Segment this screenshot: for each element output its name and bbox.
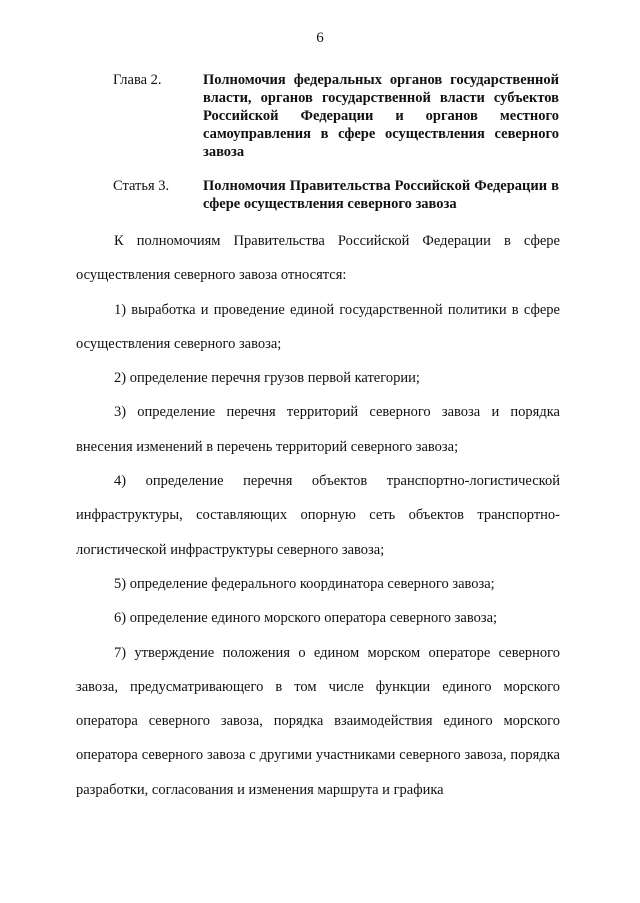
chapter-heading: [113, 71, 561, 161]
list-item-4: 4) определение перечня объектов транспортно-логистической инфраструктуры, составляющих опорную сеть объектов транспортно-логистической инфраструктуры северного завоза;: [76, 473, 560, 558]
article-title: Полномочия Правительства Российской Федерации в сфере осуществления северного завоза: [203, 178, 559, 212]
list-item-6: 6) определение единого морского оператора северного завоза;: [114, 610, 498, 627]
list-item-7: 7) утверждение положения о едином морском операторе северного завоза, предусматривающего в том числе функции единого морского оператора северного завоза, порядка взаимодействия единого морского оператора северного завоза с другими участниками северного завоза, порядка разработки, согласования и изменения маршрута и графика: [76, 644, 560, 798]
intro-paragraph: К полномочиям Правительства Российской Федерации в сфере осуществления северного завоза относятся:: [76, 233, 560, 284]
list-item-2: 2) определение перечня грузов первой категории;: [114, 370, 420, 387]
page-number: 6: [316, 30, 324, 46]
article-body: [76, 224, 560, 807]
list-item-3: 3) определение перечня территорий северного завоза и порядка внесения изменений в перечень территорий северного завоза;: [76, 404, 560, 455]
article-label: Статья 3.: [113, 178, 170, 194]
chapter-title: Полномочия федеральных органов государственной власти, органов государственной власти субъектов Российской Федерации и органов местного самоуправления в сфере осуществления северного завоза: [203, 72, 559, 160]
article-heading: [113, 177, 561, 213]
list-item-5: 5) определение федерального координатора северного завоза;: [114, 575, 495, 592]
list-item-1: 1) выработка и проведение единой государственной политики в сфере осуществления северного завоза;: [76, 301, 560, 352]
chapter-label: Глава 2.: [113, 72, 162, 88]
